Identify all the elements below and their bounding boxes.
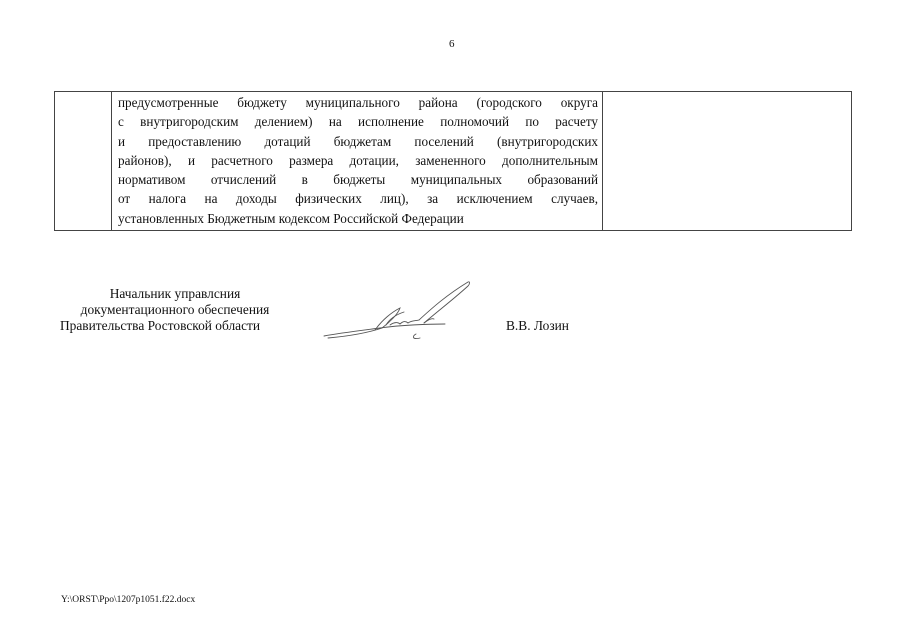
text-line: нормативом отчислений в бюджеты муниципальных образований: [118, 172, 598, 188]
file-path-footer: Y:\ORST\Ppo\1207p1051.f22.docx: [61, 595, 196, 605]
page-number: 6: [449, 38, 455, 50]
table-row: [55, 92, 852, 231]
document-table: [54, 91, 852, 231]
signer-title-line: документационного обеспечения: [80, 302, 270, 317]
row-text-cell: [112, 92, 603, 231]
text-line: предусмотренные бюджету муниципального района (городского округа: [118, 95, 598, 110]
signer-title: [60, 286, 290, 334]
text-line: с внутригородским делением) на исполнение полномочий по расчету: [118, 114, 598, 130]
signature-icon: [320, 278, 480, 344]
text-line: районов), и расчетного размера дотации, замененного дополнительным: [118, 152, 598, 168]
signer-name: В.В. Лозин: [506, 318, 569, 333]
text-line: и предоставлению дотаций бюджетам поселений (внутригородских: [118, 133, 598, 149]
signer-title-line: Начальник управлсния: [109, 286, 241, 301]
text-line: установленных Бюджетным кодексом Российской Федерации: [118, 210, 464, 226]
row-number-cell: [55, 92, 112, 231]
text-line: от налога на доходы физических лиц), за исключением случаев,: [118, 191, 598, 207]
row-text: [112, 92, 602, 228]
signer-title-line: Правительства Ростовской области: [60, 318, 261, 333]
row-extra-cell: [603, 92, 852, 231]
